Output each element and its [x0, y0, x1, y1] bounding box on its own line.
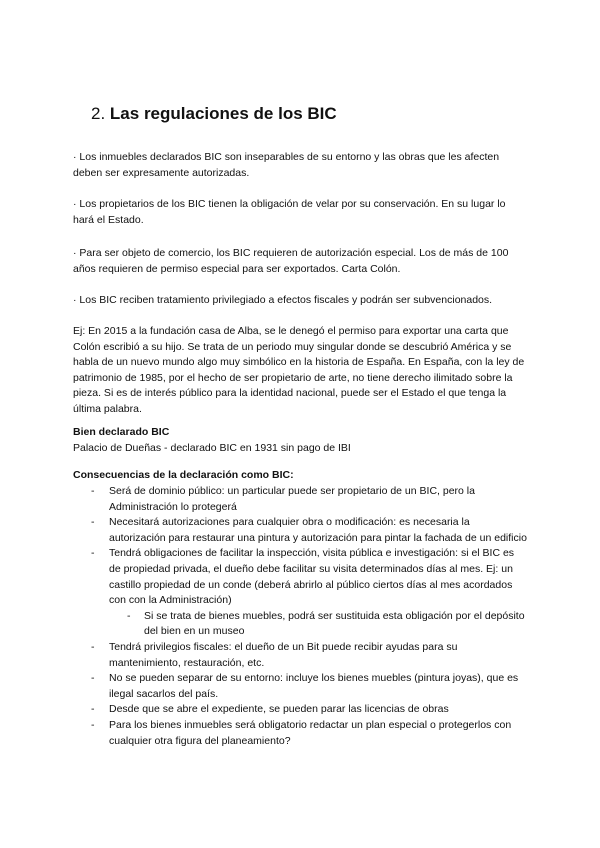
list-dash: - — [127, 609, 131, 622]
list-dash: - — [91, 703, 95, 716]
list-item — [73, 484, 528, 515]
consecuencias-list — [73, 484, 528, 749]
list-item — [73, 702, 528, 718]
list-item-text: No se pueden separar de su entorno: incluye los bienes muebles (pintura joyas), que es ilegal sacarlos del país. — [109, 672, 519, 700]
list-dash: - — [91, 718, 95, 731]
bien-declarado-title: Bien declarado BIC — [73, 426, 170, 438]
list-item — [73, 718, 528, 749]
list-item-text: Si se trata de bienes muebles, podrá ser sustituida esta obligación por el depósito del bien en un museo — [144, 609, 525, 638]
bullet-paragraph-3: · Para ser objeto de comercio, los BIC requieren de autorización especial. Los de más de 100 años requieren de permiso especial para ser exportados. Carta Colón. — [73, 247, 509, 275]
list-dash: - — [91, 640, 95, 653]
list-item — [73, 671, 528, 702]
list-item — [73, 515, 528, 546]
bien-declarado-text: Palacio de Dueñas - declarado BIC en 1931 sin pago de IBI — [73, 442, 351, 454]
list-dash: - — [91, 485, 95, 497]
list-item-text: Para los bienes inmuebles será obligatorio redactar un plan especial o protegerlos con cualquier otra figura del planeamiento? — [109, 718, 512, 747]
list-item-text: Será de dominio público: un particular puede ser propietario de un BIC, pero la Administración lo protegerá — [109, 485, 475, 513]
list-item-text: Tendrá obligaciones de facilitar la inspección, visita pública e investigación: si el BIC es de propiedad privada, el dueño debe facilitar su visita determinados días al mes. Ej: un castillo propiedad de un conde (deberá abrirlo al público ciertos días al mes acordados con con la Administración) — [109, 547, 515, 607]
bullet-paragraph-1: · Los inmuebles declarados BIC son inseparables de su entorno y las obras que les afecten deben ser expresamente autorizadas. — [73, 151, 500, 179]
section-title: Las regulaciones de los BIC — [109, 104, 337, 123]
list-item-text: Necesitará autorizaciones para cualquier obra o modificación: es necesaria la autorización para restaurar una pintura y autorización para pintar la fachada de un edificio — [109, 516, 527, 544]
consecuencias-title: Consecuencias de la declaración como BIC: — [73, 469, 294, 481]
list-item — [73, 640, 528, 671]
list-item — [73, 546, 528, 608]
example-paragraph: Ej: En 2015 a la fundación casa de Alba, se le denegó el permiso para exportar una carta que Colón escribió a su hijo. Se trata de un periodo muy singular donde se descubrió América y se habla de un nuevo mundo algo muy simbólico en la historia de España. En España, con la ley de patrimonio de 1985, por el hecho de ser propietario de arte, no tiene derecho ilimitado sobre la pieza. Si es de interés público para la identidad nacional, puede ser el Estado el que tenga la última palabra. — [73, 325, 525, 415]
list-item-text: Desde que se abre el expediente, se pueden parar las licencias de obras — [109, 703, 449, 716]
section-number: 2. — [91, 104, 106, 123]
bullet-paragraph-2: · Los propietarios de los BIC tienen la obligación de velar por su conservación. En su lugar lo hará el Estado. — [73, 198, 506, 226]
list-subitem — [73, 609, 528, 640]
list-dash: - — [91, 672, 95, 685]
list-dash: - — [91, 547, 95, 560]
bullet-paragraph-4: · Los BIC reciben tratamiento privilegiado a efectos fiscales y podrán ser subvencionados. — [73, 294, 493, 306]
list-dash: - — [91, 516, 95, 529]
list-item-text: Tendrá privilegios fiscales: el dueño de un Bit puede recibir ayudas para su mantenimiento, restauración, etc. — [109, 640, 458, 669]
section-heading — [91, 103, 531, 125]
